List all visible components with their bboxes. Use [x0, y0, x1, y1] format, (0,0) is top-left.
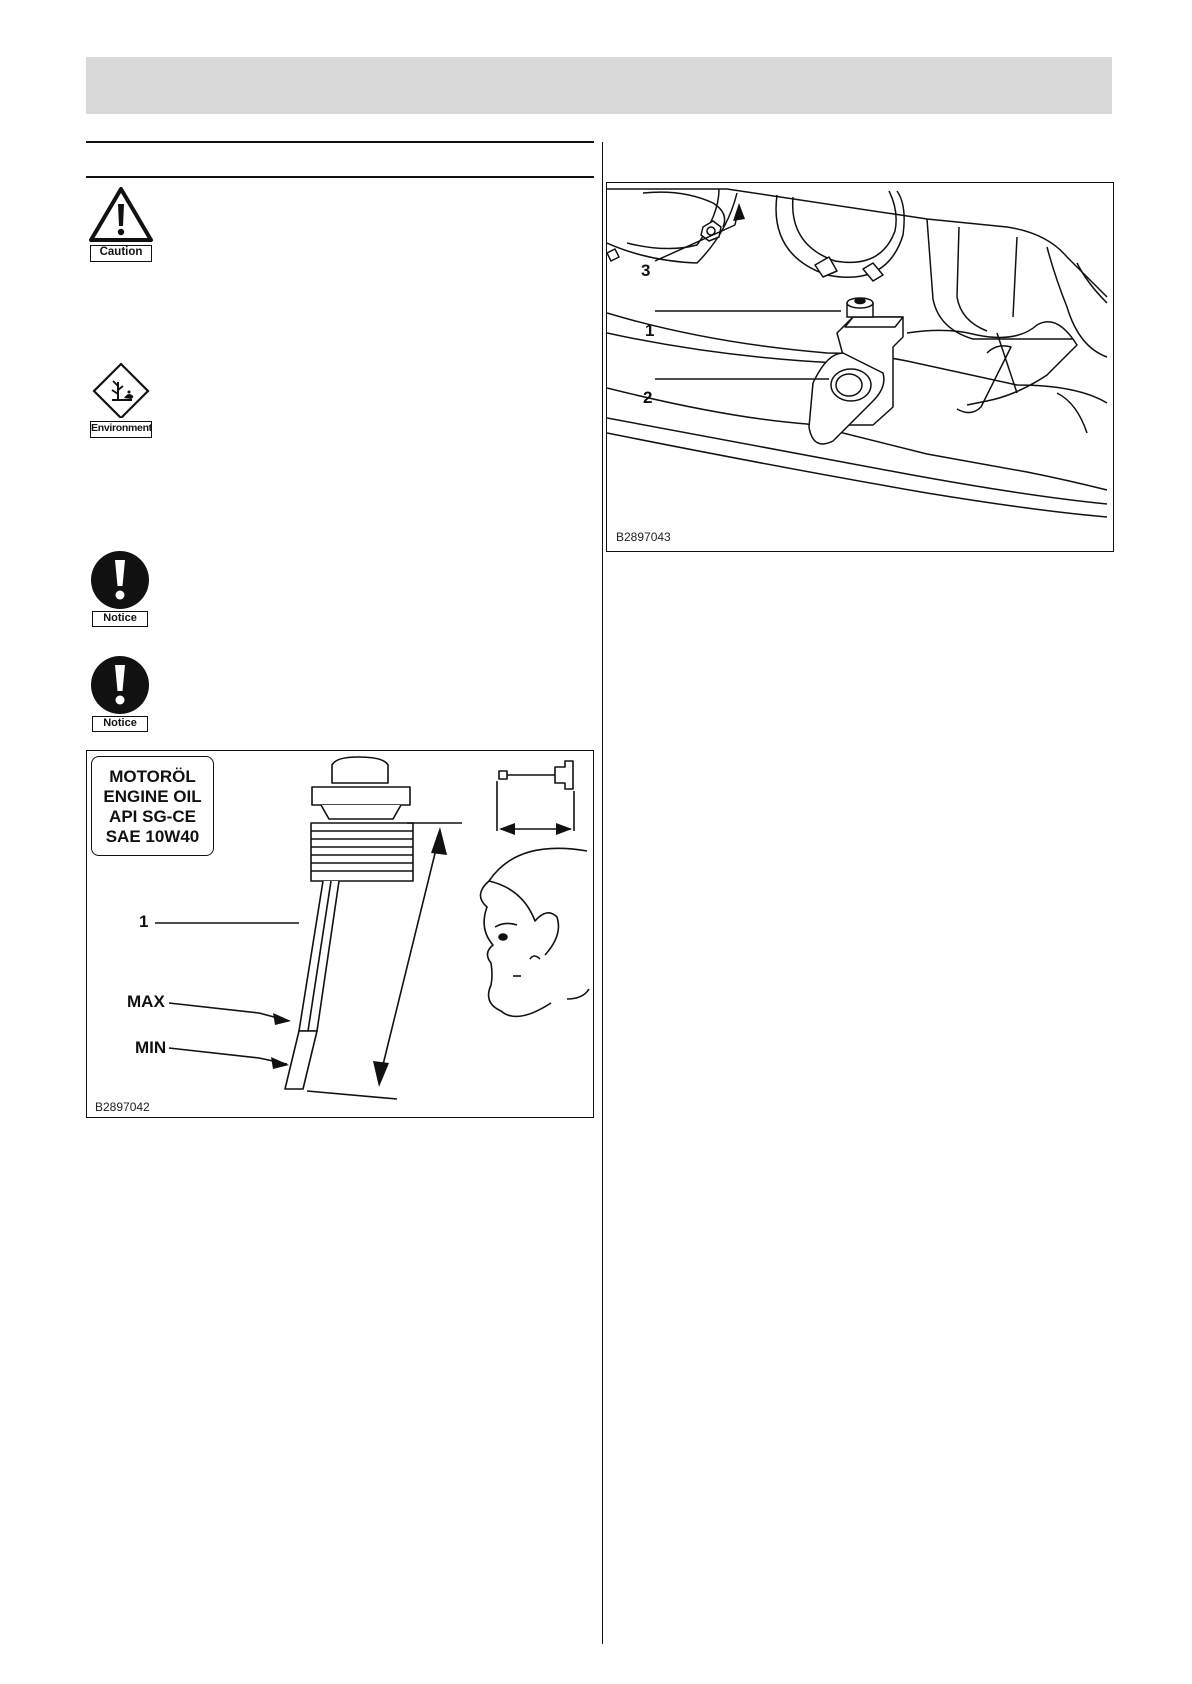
oil-spec-label	[91, 756, 214, 856]
callout-1: 1	[139, 912, 149, 931]
oil-spec-line-2: ENGINE OIL	[103, 787, 202, 806]
notice-label-1: Notice	[92, 611, 148, 627]
notice-label-2: Notice	[92, 716, 148, 732]
notice-symbol-1	[88, 550, 152, 626]
section-rule-top	[86, 141, 594, 143]
caution-triangle-icon	[88, 186, 154, 242]
caution-symbol	[88, 186, 154, 262]
environment-label: Environment	[90, 421, 152, 438]
figure-code: B2897043	[616, 530, 671, 544]
oilpan-illustration	[607, 183, 1112, 550]
oil-spec-line-4: SAE 10W40	[105, 827, 200, 846]
notice-exclamation-icon	[88, 655, 152, 715]
oil-spec-line-3: API SG-CE	[109, 807, 196, 826]
callout-min: MIN	[135, 1038, 167, 1057]
notice-exclamation-icon	[88, 550, 152, 610]
column-divider	[602, 142, 603, 1644]
notice-symbol-2	[88, 655, 152, 731]
oilpan-callout-3: 3	[641, 261, 651, 280]
environment-hazard-icon	[88, 362, 154, 418]
header-band	[86, 57, 1112, 114]
figure-dipstick	[86, 750, 594, 1118]
section-rule-bottom	[86, 176, 594, 178]
environment-symbol	[88, 362, 154, 438]
figure-oilpan	[606, 182, 1114, 552]
callout-max: MAX	[127, 992, 165, 1011]
figure-code: B2897042	[95, 1100, 150, 1114]
oilpan-callout-1: 1	[645, 321, 655, 340]
oilpan-callout-2: 2	[643, 388, 653, 407]
oil-spec-line-1: MOTORÖL	[109, 767, 196, 786]
caution-label: Caution	[90, 245, 152, 262]
